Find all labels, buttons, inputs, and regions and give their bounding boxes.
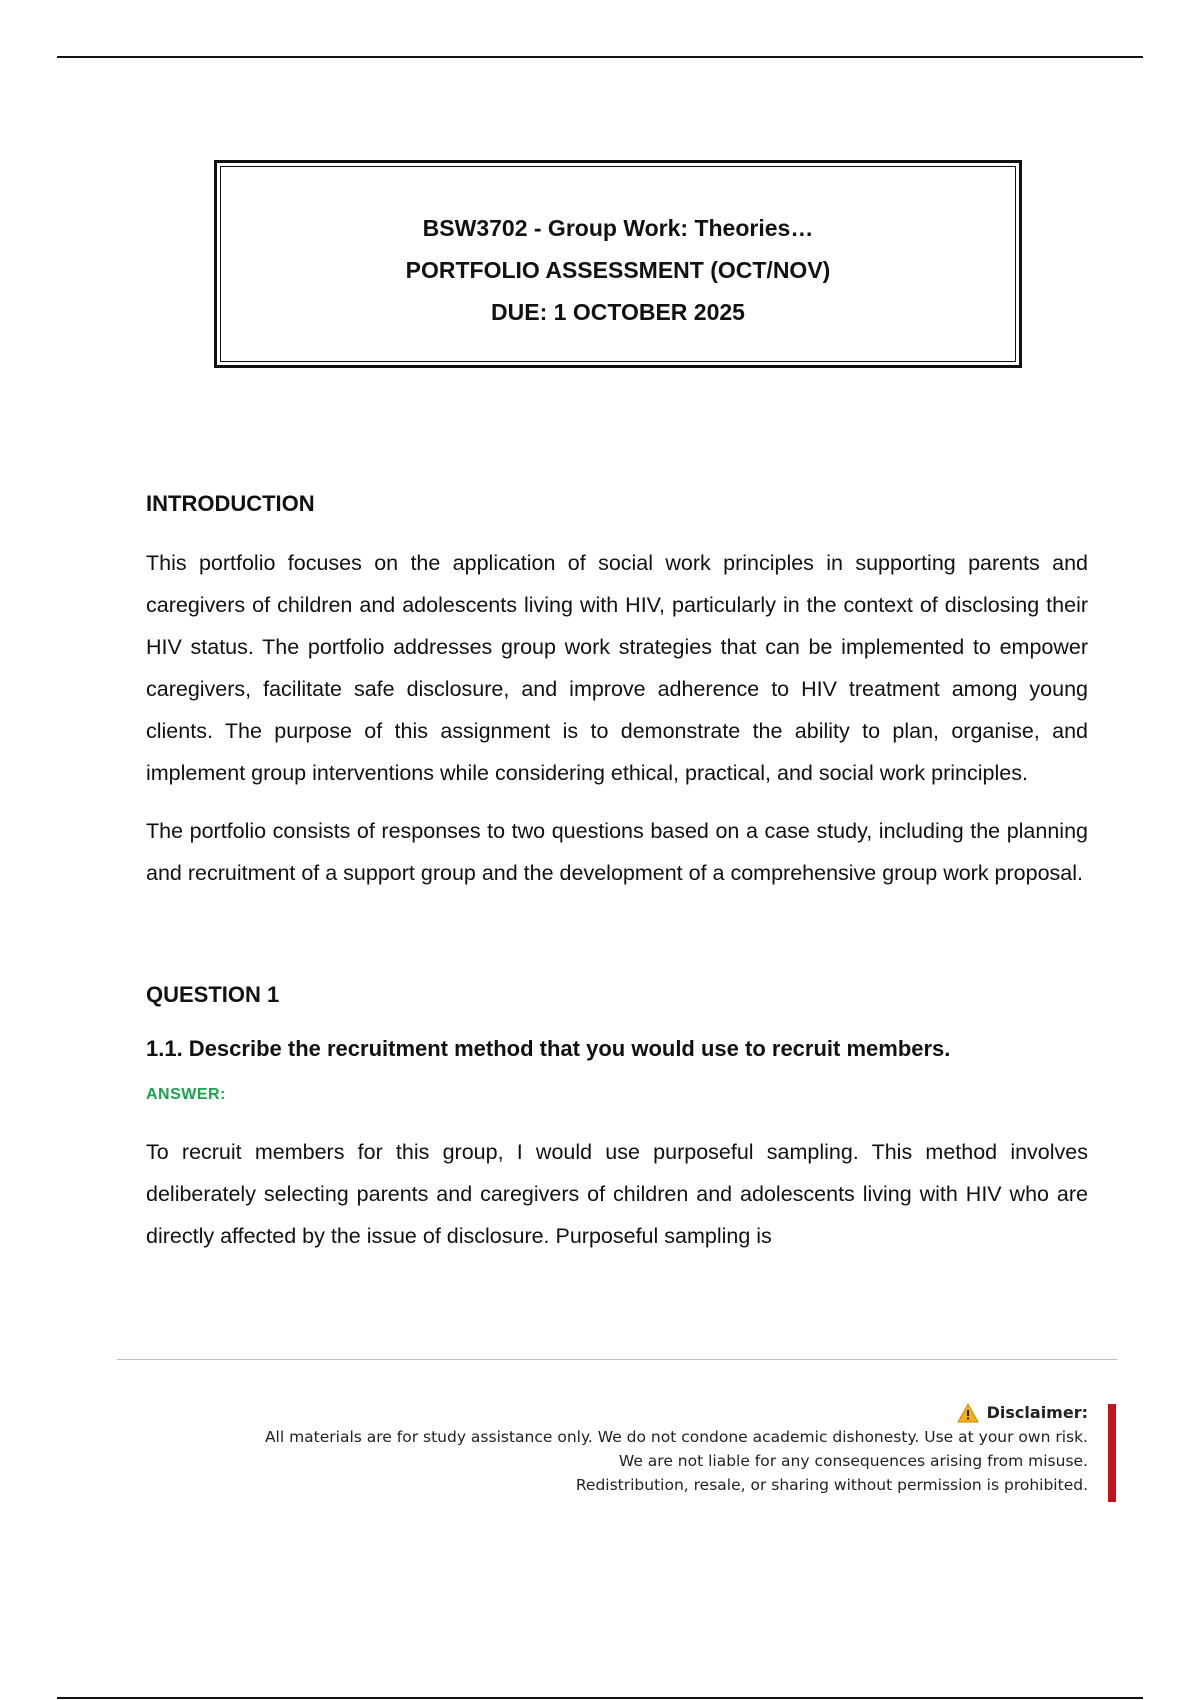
disclaimer-header: [265, 1401, 1088, 1425]
title-box: [214, 160, 1022, 368]
disclaimer-line-1: All materials are for study assistance only. We do not condone academic dishonesty. Use at your own risk.: [264, 1428, 1088, 1446]
title-box-inner: [220, 166, 1016, 362]
disclaimer-title: Disclaimer:: [986, 1403, 1088, 1422]
footer-divider: [117, 1359, 1117, 1360]
disclaimer-block: [265, 1401, 1088, 1497]
disclaimer-line-2: We are not liable for any consequences arising from misuse.: [618, 1452, 1088, 1470]
disclaimer-line-3: Redistribution, resale, or sharing without permission is prohibited.: [575, 1476, 1088, 1494]
question-1-heading: QUESTION 1: [146, 982, 280, 1007]
answer-label: ANSWER:: [146, 1086, 226, 1103]
document-body: [146, 488, 1088, 1257]
course-title: BSW3702 - Group Work: Theories…: [422, 215, 814, 241]
warning-icon: [957, 1403, 979, 1423]
assessment-title: PORTFOLIO ASSESSMENT (OCT/NOV): [405, 257, 831, 283]
top-rule: [57, 56, 1143, 58]
bottom-rule: [57, 1697, 1143, 1699]
due-date: DUE: 1 OCTOBER 2025: [491, 299, 745, 325]
subquestion-1-1: 1.1. Describe the recruitment method that you would use to recruit members.: [146, 1036, 951, 1061]
answer-paragraph: To recruit members for this group, I would use purposeful sampling. This method involves deliberately selecting parents and caregivers of children and adolescents living with HIV who are directly affected by the issue of disclosure. Purposeful sampling is: [146, 1140, 1088, 1248]
disclaimer-accent-bar: [1108, 1404, 1116, 1502]
introduction-paragraph-2: The portfolio consists of responses to two questions based on a case study, including the planning and recruitment of a support group and the development of a comprehensive group work proposal.: [146, 819, 1088, 885]
introduction-heading: INTRODUCTION: [146, 491, 315, 516]
introduction-paragraph-1: This portfolio focuses on the application of social work principles in supporting parents and caregivers of children and adolescents living with HIV, particularly in the context of disclosing their HIV status. The portfolio addresses group work strategies that can be implemented to empower caregivers, facilitate safe disclosure, and improve adherence to HIV treatment among young clients. The purpose of this assignment is to demonstrate the ability to plan, organise, and implement group interventions while considering ethical, practical, and social work principles.: [146, 551, 1088, 785]
